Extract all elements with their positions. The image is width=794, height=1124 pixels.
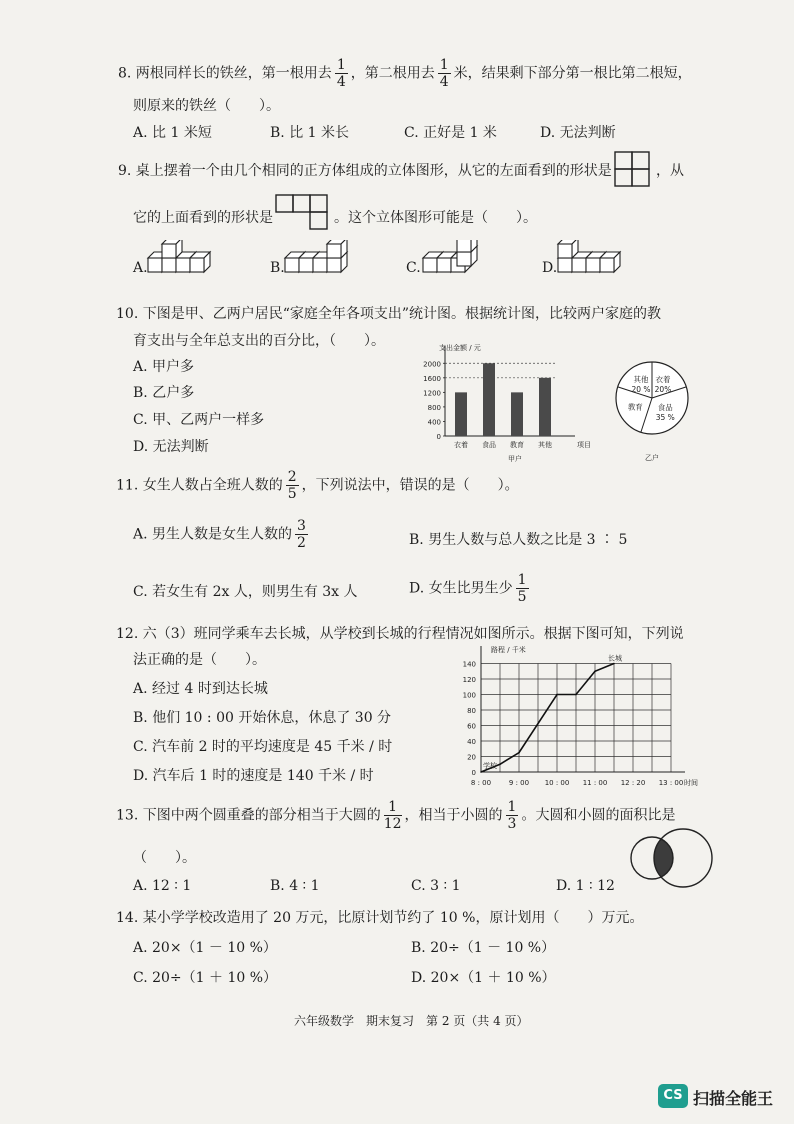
camscanner-logo: CS	[658, 1084, 688, 1108]
cube-block-0-front	[423, 258, 437, 272]
pie-slice-label-1: 食品	[657, 403, 673, 413]
cube-figure-b	[283, 240, 363, 286]
line-end-label: 长城	[608, 654, 622, 663]
q13-text-b: ，相当于小圆的	[404, 807, 503, 824]
trip-point-3	[556, 694, 558, 696]
bar-2	[511, 392, 523, 436]
q14-option-d: D. 20×（1 ＋ 10 %）	[411, 970, 556, 986]
cube-block-3-front	[600, 258, 614, 272]
bar-chart-jia	[415, 340, 600, 465]
trip-line	[481, 664, 614, 773]
pie-slice-value-0: 20%	[654, 384, 672, 394]
q9-line2-a: 它的上面看到的形状是	[133, 210, 273, 226]
line-x-axis-label: 时间	[684, 779, 698, 787]
line-xtick-label-5: 13 : 00	[658, 779, 684, 787]
q13-option-b: B. 4 ∶ 1	[270, 878, 320, 894]
bar-ytick-label-0: 0	[436, 433, 441, 441]
cube-block-1-front	[437, 258, 451, 272]
pie-chart-caption: 乙户	[645, 454, 659, 462]
q13-line2: （ ）。	[133, 850, 196, 866]
bar-category-label-0: 衣着	[454, 441, 468, 449]
cube-block-3-front	[457, 252, 471, 266]
cube-block-1-front	[572, 258, 586, 272]
q10-line2: 育支出与全年总支出的百分比，（ ）。	[133, 333, 385, 349]
cube-block-2-front	[586, 258, 600, 272]
cube-block-3-front	[190, 258, 204, 272]
q13-option-d: D. 1 ∶ 12	[556, 878, 615, 894]
line-xtick-label-3: 11 : 00	[582, 779, 608, 787]
q8-option-d: D. 无法判断	[540, 125, 616, 141]
pie-slice-value-1: 35 %	[655, 413, 675, 423]
cube-block-2-front	[176, 258, 190, 272]
bar-3	[539, 378, 551, 436]
q13-text-a: 13. 下图中两个圆重叠的部分相当于大圆的	[116, 807, 381, 824]
trip-point-2	[518, 752, 520, 754]
q11-option-d	[409, 573, 532, 604]
bar-ytick-label-2: 800	[427, 403, 441, 412]
cube-figure-a	[146, 240, 226, 286]
cube-block-0-front	[285, 258, 299, 272]
q10-option-b: B. 乙户多	[133, 385, 195, 401]
q13-option-a: A. 12 ∶ 1	[133, 878, 192, 894]
fraction-one-twelfth: $\frac{1}{12}$	[383, 799, 402, 832]
bar-0	[455, 392, 467, 436]
q10-option-d: D. 无法判断	[133, 439, 209, 455]
pie-slice-label-2: 教育	[627, 402, 643, 412]
trip-point-5	[594, 670, 596, 672]
q8-option-b: B. 比 1 米长	[270, 125, 349, 141]
fraction-one-quarter-2: $\frac{1}{4}$	[439, 57, 449, 90]
q10-option-c: C. 甲、乙两户一样多	[133, 412, 265, 428]
q13-option-c: C. 3 ∶ 1	[411, 878, 461, 894]
line-y-axis-label: 路程 / 千米	[491, 646, 526, 654]
q8-option-c: C. 正好是 1 米	[404, 125, 497, 141]
q8-text-b: ，第二根用去	[350, 65, 435, 82]
line-ytick-label-5: 100	[462, 691, 476, 700]
fraction-three-halves: $\frac{3}{2}$	[297, 518, 306, 551]
fraction-one-quarter: $\frac{1}{4}$	[336, 57, 346, 90]
bar-ytick-label-1: 400	[427, 418, 441, 427]
bar-1	[483, 363, 495, 436]
line-ytick-label-7: 140	[462, 660, 476, 669]
top-view-figure	[275, 194, 331, 234]
q8-text-a: 8. 两根同样长的铁丝，第一根用去	[118, 65, 332, 82]
bar-category-label-1: 食品	[482, 441, 496, 449]
q10-option-a: A. 甲户多	[133, 359, 195, 375]
cube-block-1-front	[299, 258, 313, 272]
q11-option-a-text: A. 男生人数是女生人数的	[133, 526, 293, 543]
q12-option-b: B. 他们 10 : 00 开始休息，休息了 30 分	[133, 710, 392, 726]
line-chart-trip	[455, 642, 717, 792]
bar-ytick-label-3: 1200	[423, 389, 441, 398]
bar-ytick-label-5: 2000	[423, 360, 441, 369]
q11-option-a	[133, 519, 311, 550]
cube-block-4-front	[162, 244, 176, 258]
fraction-one-third: $\frac{1}{3}$	[507, 799, 517, 832]
cube-block-0-front	[558, 258, 572, 272]
line-ytick-label-1: 20	[467, 753, 476, 762]
trip-point-4	[575, 694, 577, 696]
line-xtick-label-1: 9 : 00	[508, 779, 530, 787]
line-ytick-label-0: 0	[471, 769, 476, 777]
bar-y-axis-label: 支出金额 / 元	[439, 344, 481, 352]
bar-x-axis-label: 项目	[577, 441, 591, 449]
pie-slice-value-3: 20 %	[631, 384, 651, 394]
line-xtick-label-2: 10 : 00	[544, 779, 570, 787]
bar-category-label-3: 其他	[538, 441, 552, 449]
line-ytick-label-2: 40	[467, 738, 476, 746]
q12-option-c: C. 汽车前 2 时的平均速度是 45 千米 / 时	[133, 739, 393, 755]
q13-line1	[116, 800, 675, 831]
line-xtick-label-0: 8 : 00	[470, 779, 492, 787]
q8-option-a: A. 比 1 米短	[133, 125, 212, 141]
q9-option-a: A.	[133, 260, 148, 276]
pie-slice-label-0: 衣着	[655, 374, 671, 384]
overlapping-circles-figure	[627, 828, 717, 888]
cube-block-4-front	[457, 240, 471, 252]
q14-option-a: A. 20×（1 － 10 %）	[133, 940, 277, 956]
q9-line2-b: 。这个立体图形可能是（ ）。	[334, 210, 537, 226]
cube-figure-d	[556, 240, 636, 286]
fraction-one-fifth: $\frac{1}{5}$	[517, 572, 527, 605]
line-start-label: 学校	[483, 762, 497, 770]
left-view-figure	[614, 151, 654, 187]
cube-block-2-front	[313, 258, 327, 272]
q10-line1: 10. 下图是甲、乙两户居民“家庭全年各项支出”统计图。根据统计图，比较两户家庭的教	[116, 306, 662, 322]
q14-option-b: B. 20÷（1 － 10 %）	[411, 940, 556, 956]
camscanner-text: 扫描全能王	[693, 1089, 774, 1108]
q9-line1: 9. 桌上摆着一个由几个相同的正方体组成的立体图形，从它的左面看到的形状是	[118, 163, 612, 179]
pie-slice-label-3: 其他	[633, 374, 649, 384]
trip-point-0	[480, 771, 482, 773]
q11-text-a: 11. 女生人数占全班人数的	[116, 477, 283, 494]
q11-option-d-text: D. 女生比男生少	[409, 580, 513, 597]
q9-option-b: B.	[270, 260, 285, 276]
cube-block-3-front	[327, 258, 341, 272]
cube-block-1-front	[162, 258, 176, 272]
cube-figure-c	[421, 240, 501, 286]
cube-block-0-front	[148, 258, 162, 272]
q9-option-d: D.	[542, 260, 558, 276]
q9-line1-end: ，从	[656, 163, 684, 179]
bar-ytick-label-4: 1600	[423, 374, 441, 383]
q12-option-a: A. 经过 4 时到达长城	[133, 681, 268, 697]
page-footer: 六年级数学 期末复习 第 2 页（共 4 页）	[294, 1014, 529, 1028]
q14-option-c: C. 20÷（1 ＋ 10 %）	[133, 970, 278, 986]
cube-block-4-front	[558, 244, 572, 258]
q8-text-c: 米，结果剩下部分第一根比第二根短，	[453, 65, 692, 82]
q11-option-b: B. 男生人数与总人数之比是 3 ∶ 5	[409, 532, 628, 548]
line-xtick-label-4: 12 : 20	[620, 779, 646, 787]
q12-line2: 法正确的是（ ）。	[133, 652, 266, 668]
q11-line1	[116, 470, 519, 501]
q11-text-b: ，下列说法中，错误的是（ ）。	[301, 477, 519, 494]
trip-point-6	[613, 663, 615, 665]
cube-block-4-front	[327, 244, 341, 258]
q12-option-d: D. 汽车后 1 时的速度是 140 千米 / 时	[133, 768, 374, 784]
line-ytick-label-6: 120	[462, 676, 476, 684]
q14-line1: 14. 某小学学校改造用了 20 万元，比原计划节约了 10 %，原计划用（ ）万元。	[116, 910, 644, 926]
q8-line1	[118, 58, 692, 89]
fraction-two-fifths: $\frac{2}{5}$	[287, 469, 297, 502]
q11-option-c: C. 若女生有 2x 人，则男生有 3x 人	[133, 584, 358, 600]
bar-category-label-2: 教育	[510, 441, 524, 449]
pie-chart-yi	[612, 358, 694, 464]
line-ytick-label-4: 80	[467, 707, 476, 715]
q8-line2: 则原来的铁丝（ ）。	[133, 98, 280, 114]
trip-point-1	[499, 763, 501, 765]
line-ytick-label-3: 60	[467, 722, 476, 731]
q9-option-c: C.	[406, 260, 421, 276]
bar-chart-caption: 甲户	[508, 455, 522, 463]
q12-line1: 12. 六（3）班同学乘车去长城，从学校到长城的行程情况如图所示。根据下图可知，下列说	[116, 626, 684, 642]
q13-text-c: 。大圆和小圆的面积比是	[521, 807, 676, 824]
